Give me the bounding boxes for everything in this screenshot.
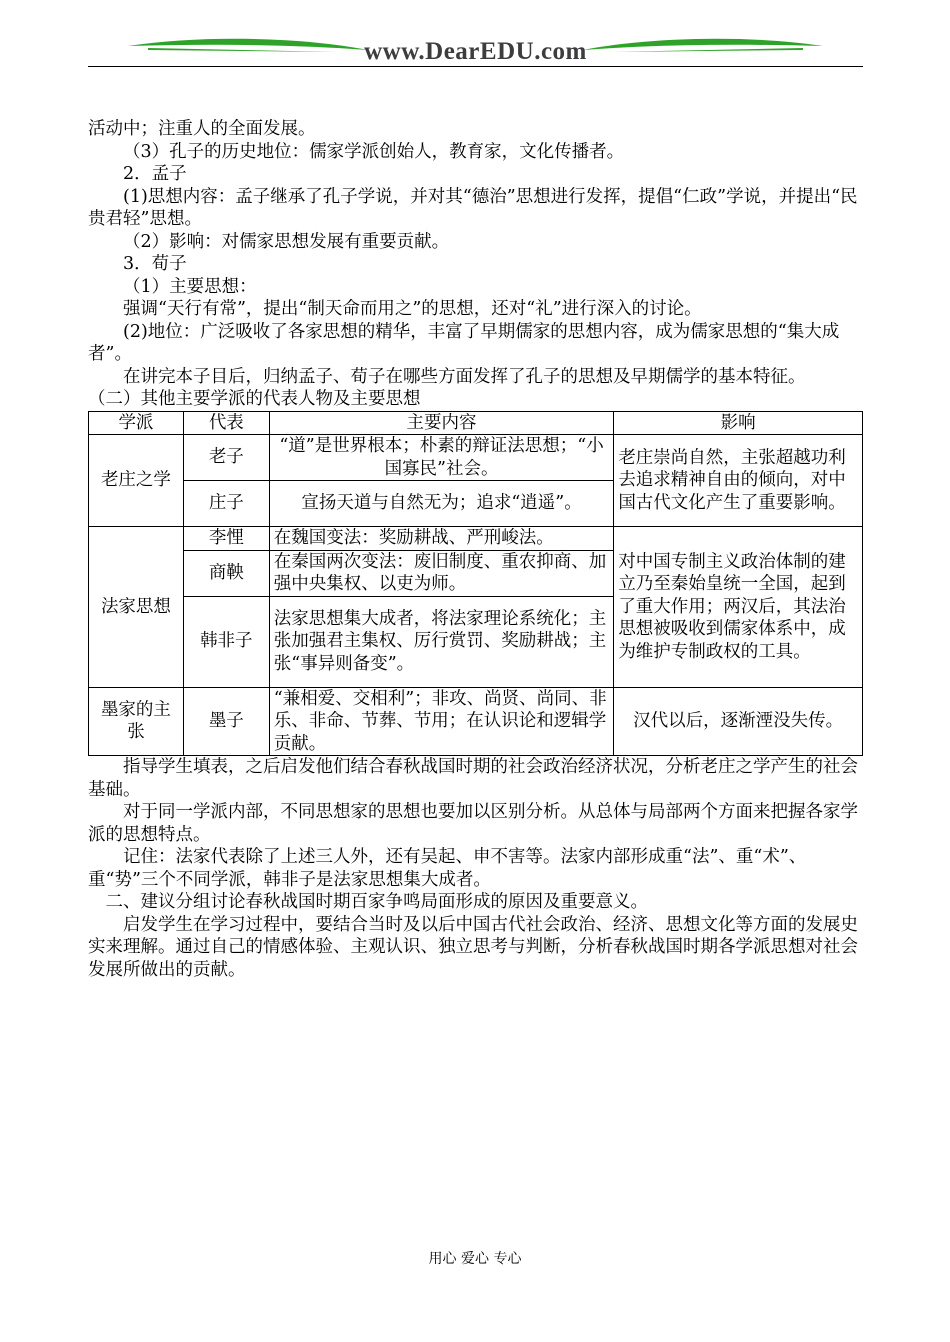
table-header-cell: 主要内容 [269, 411, 614, 435]
school-cell: 老庄之学 [89, 435, 184, 527]
header-rule [88, 66, 863, 67]
table-header-cell: 影响 [614, 411, 863, 435]
impact-cell: 对中国专制主义政治体制的建立乃至秦始皇统一全国，起到了重大作用；两汉后，其法治思想被吸收到儒家体系中，成为维护专制政权的工具。 [614, 527, 863, 688]
site-logo: www.DearEDU.com [364, 38, 587, 65]
representative-cell: 商鞅 [183, 550, 269, 596]
table-header-cell: 代表 [183, 411, 269, 435]
school-cell: 法家思想 [89, 527, 184, 688]
paragraph: 记住：法家代表除了上述三人外，还有吴起、申不害等。法家内部形成重“法”、重“术”、重“势”三个不同学派，韩非子是法家思想集大成者。 [88, 847, 807, 890]
schools-table [88, 411, 863, 757]
table-row [89, 435, 863, 481]
paragraph: 活动中；注重人的全面发展。 [88, 119, 316, 139]
paragraph: (1)思想内容：孟子继承了孔子学说，并对其“德治”思想进行发挥，提倡“仁政”学说，并提出“民贵君轻”思想。 [88, 186, 858, 229]
paragraph: 启发学生在学习过程中，要结合当时及以后中国古代社会政治、经济、思想文化等方面的发展史实来理解。通过自己的情感体验、主观认识、独立思考与判断，分析春秋战国时期各学派思想对社会发展所做出的贡献。 [88, 914, 858, 980]
section-heading: 3．荀子 [123, 254, 187, 274]
paragraph: （3）孔子的历史地位：儒家学派创始人，教育家，文化传播者。 [123, 141, 625, 162]
paragraph: 在讲完本子目后，归纳孟子、荀子在哪些方面发挥了孔子的思想及早期儒学的基本特征。 [123, 366, 806, 387]
impact-cell: 汉代以后，逐渐湮没失传。 [614, 687, 863, 756]
page-footer: 用心 爱心 专心 [428, 1251, 522, 1267]
paragraph: （1）主要思想： [123, 276, 257, 297]
paragraph: (2)地位：广泛吸收了各家思想的精华，丰富了早期儒家的思想内容，成为儒家思想的“集大成者”。 [88, 321, 840, 364]
document-body [88, 118, 863, 981]
representative-cell: 庄子 [183, 481, 269, 527]
representative-cell: 老子 [183, 435, 269, 481]
section-heading: 2．孟子 [123, 164, 187, 184]
school-cell: 墨家的主张 [89, 687, 184, 756]
representative-cell: 韩非子 [183, 596, 269, 687]
table-header-cell: 学派 [89, 411, 184, 435]
paragraph: 二、建议分组讨论春秋战国时期百家争鸣局面形成的原因及重要意义。 [105, 892, 648, 912]
table-row [89, 687, 863, 756]
table-header-row [89, 411, 863, 435]
paragraph: 强调“天行有常”，提出“制天命而用之”的思想，还对“礼”进行深入的讨论。 [123, 299, 702, 319]
content-cell: “兼相爱、交相利”；非攻、尚贤、尚同、非乐、非命、节葬、节用；在认识论和逻辑学贡献。 [269, 687, 614, 756]
representative-cell: 墨子 [183, 687, 269, 756]
paragraph: （2）影响：对儒家思想发展有重要贡献。 [123, 231, 450, 252]
content-cell: 宣扬天道与自然无为；追求“逍遥”。 [269, 481, 614, 527]
paragraph: 对于同一学派内部，不同思想家的思想也要加以区别分析。从总体与局部两个方面来把握各家学派的思想特点。 [88, 802, 858, 845]
content-cell: 在秦国两次变法：废旧制度、重农抑商、加强中央集权、以吏为师。 [269, 550, 614, 596]
content-cell: 法家思想集大成者，将法家理论系统化；主张加强君主集权、厉行赏罚、奖励耕战；主张“事异则备变”。 [269, 596, 614, 687]
impact-cell: 老庄崇尚自然，主张超越功利去追求精神自由的倾向，对中国古代文化产生了重要影响。 [614, 435, 863, 527]
paragraph: 指导学生填表，之后启发他们结合春秋战国时期的社会政治经济状况，分析老庄之学产生的社会基础。 [88, 757, 858, 800]
representative-cell: 李悝 [183, 527, 269, 551]
table-caption: （二）其他主要学派的代表人物及主要思想 [88, 389, 421, 409]
content-cell: 在魏国变法：奖励耕战、严刑峻法。 [269, 527, 614, 551]
table-row [89, 527, 863, 551]
content-cell: “道”是世界根本；朴素的辩证法思想；“小国寡民”社会。 [269, 435, 614, 481]
page-header [88, 30, 863, 70]
